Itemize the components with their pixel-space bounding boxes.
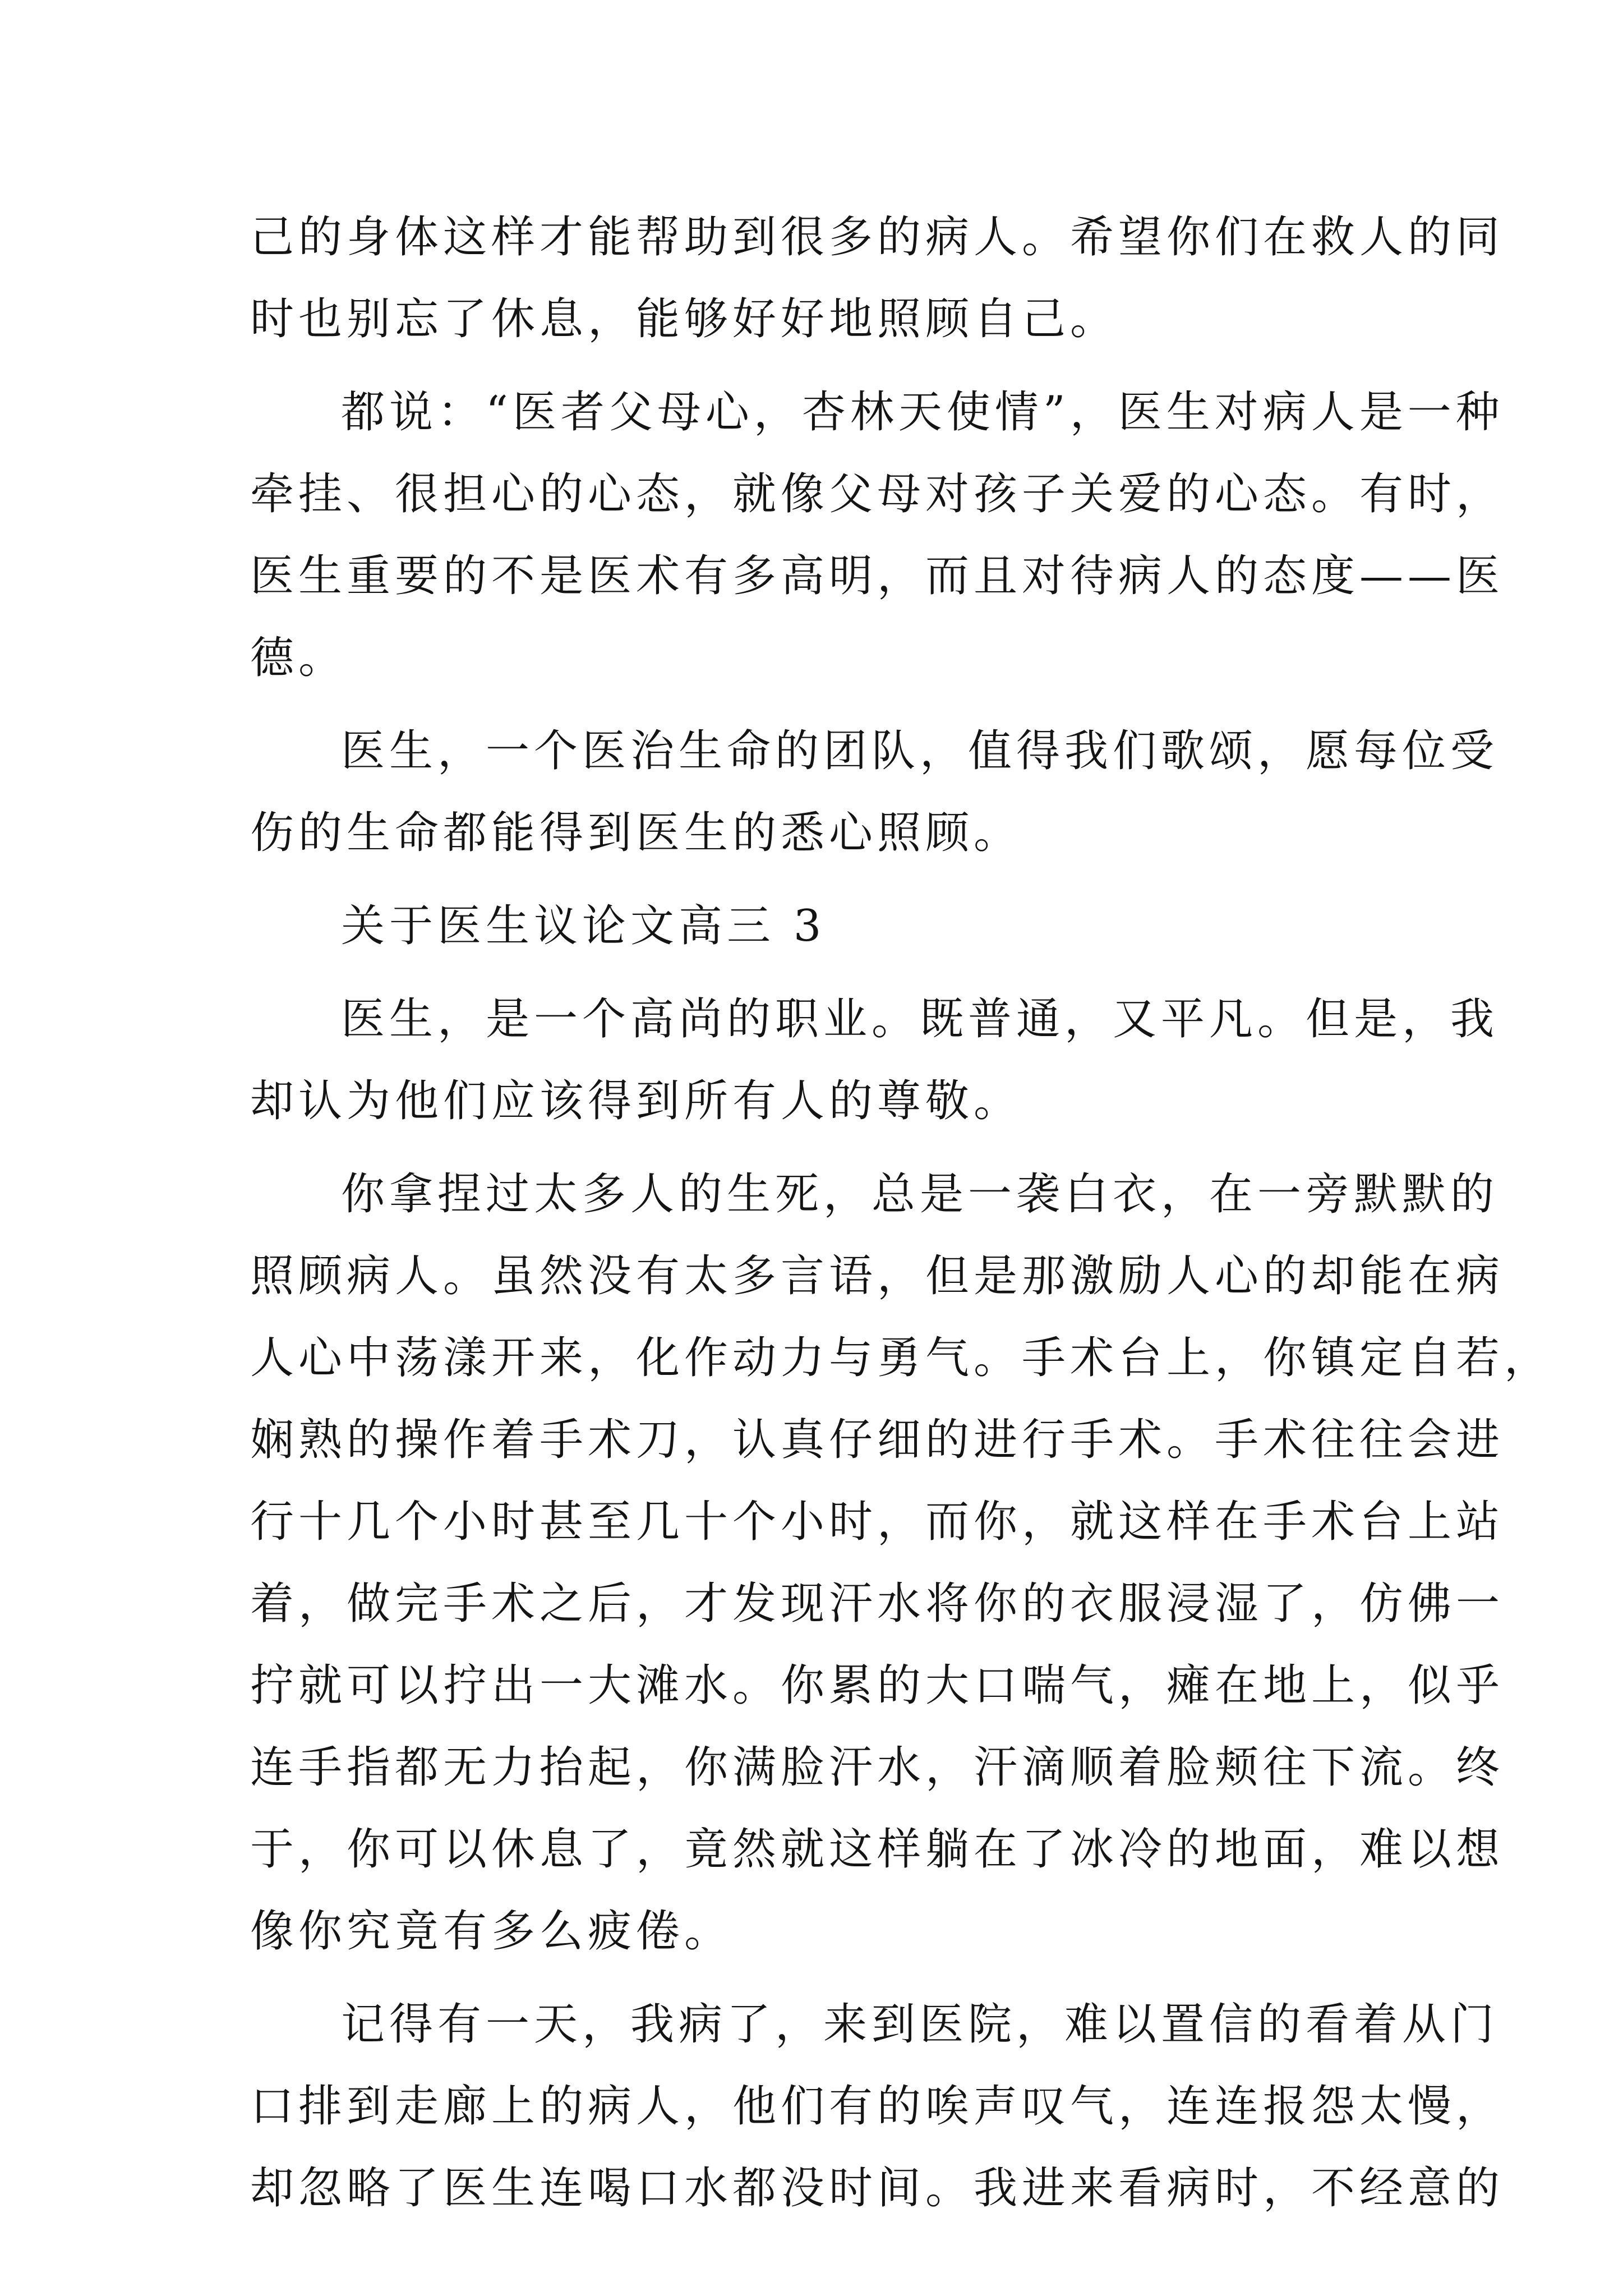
text-line: 己的身体这样才能帮助到很多的病人。希望你们在救人的同 xyxy=(250,212,1505,263)
paragraph xyxy=(250,371,1505,699)
text-line: 口排到走廊上的病人，他们有的唉声叹气，连连报怨太慢， xyxy=(250,2081,1505,2132)
text-line: 连手指都无力抬起，你满脸汗水，汗滴顺着脸颊往下流。终 xyxy=(250,1742,1505,1793)
text-line: 医生，一个医治生命的团队，值得我们歌颂，愿每位受 xyxy=(341,726,1499,776)
text-line: 像你究竟有多么疲倦。 xyxy=(250,1906,733,1957)
paragraph xyxy=(250,1153,1553,1972)
document-body xyxy=(250,196,1553,2229)
text-line: 着，做完手术之后，才发现汗水将你的衣服浸湿了，仿佛一 xyxy=(250,1579,1505,1629)
text-line: 记得有一天，我病了，来到医院，难以置信的看着从门 xyxy=(341,1999,1499,2050)
text-line: 医生，是一个高尚的职业。既普通，又平凡。但是，我 xyxy=(341,994,1499,1045)
text-line: 时也别忘了休息，能够好好地照顾自己。 xyxy=(250,294,1119,344)
text-line: 却忽略了医生连喝口水都没时间。我进来看病时，不经意的 xyxy=(250,2163,1505,2214)
text-line: 医生重要的不是医术有多高明，而且对待病人的态度——医 xyxy=(250,551,1505,601)
paragraph xyxy=(250,710,1499,874)
section-heading xyxy=(250,885,1389,967)
paragraph xyxy=(250,978,1499,1142)
text-line: 你拿捏过太多人的生死，总是一袭白衣，在一旁默默的 xyxy=(341,1169,1499,1220)
text-line: 行十几个小时甚至几十个小时，而你，就这样在手术台上站 xyxy=(250,1497,1505,1547)
text-line: 娴熟的操作着手术刀，认真仔细的进行手术。手术往往会进 xyxy=(250,1415,1505,1465)
text-line: 于，你可以休息了，竟然就这样躺在了冰冷的地面，难以想 xyxy=(250,1824,1505,1875)
text-line: 照顾病人。虽然没有太多言语，但是那激励人心的却能在病 xyxy=(250,1251,1505,1301)
paragraph xyxy=(250,1984,1505,2229)
text-line: 都说：“医者父母心，杏林天使情”，医生对病人是一种 xyxy=(341,387,1504,438)
heading-line: 关于医生议论文高三 3 xyxy=(341,901,826,951)
text-line: 却认为他们应该得到所有人的尊敬。 xyxy=(250,1076,1022,1126)
text-line: 伤的生命都能得到医生的悉心照顾。 xyxy=(250,808,1022,858)
text-line: 德。 xyxy=(250,633,347,683)
text-line: 人心中荡漾开来，化作动力与勇气。手术台上，你镇定自若， xyxy=(250,1333,1553,1383)
text-line: 拧就可以拧出一大滩水。你累的大口喘气，瘫在地上，似乎 xyxy=(250,1660,1505,1711)
text-line: 牵挂、很担心的心态，就像父母对孩子关爱的心态。有时， xyxy=(250,469,1505,519)
paragraph xyxy=(250,196,1505,360)
